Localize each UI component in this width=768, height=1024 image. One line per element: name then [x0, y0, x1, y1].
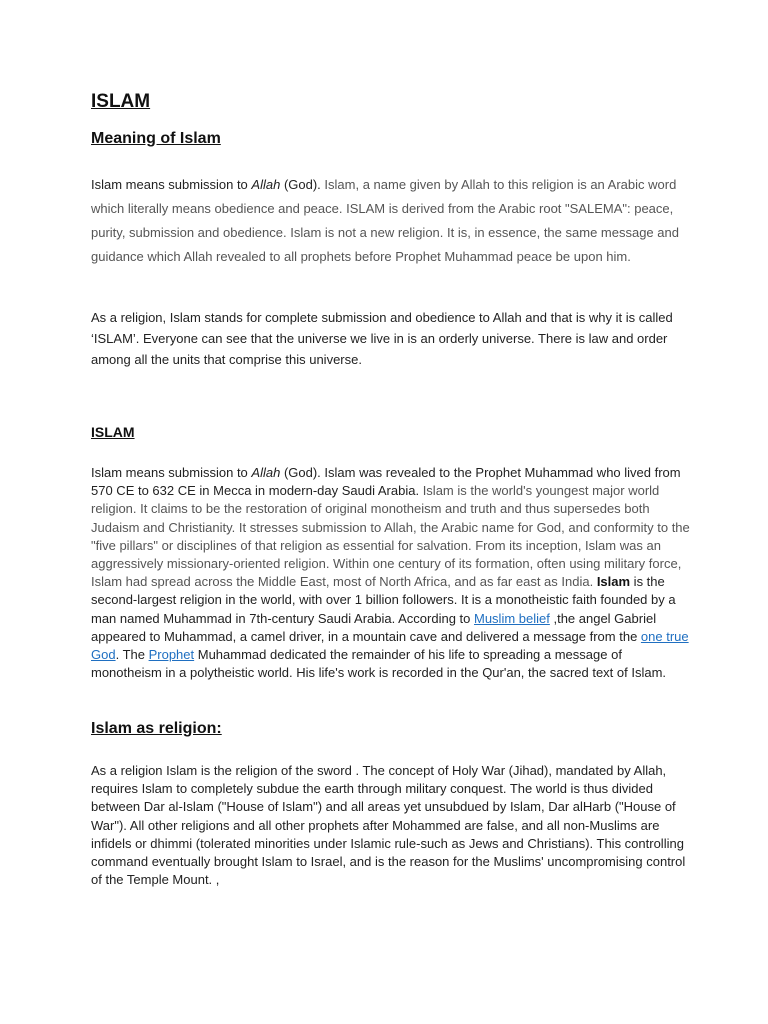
paragraph-meaning-2: As a religion, Islam stands for complete submission and obedience to Allah and that is why it is called ‘ISLAM’. Everyone can see that the universe we live in is an orderly universe. There is law and order among all the units that comprise this universe.: [91, 310, 673, 367]
islam-bold-word: Islam: [596, 574, 631, 590]
one-true-god-link[interactable]: one true God: [91, 628, 689, 663]
islam-gabriel-text: ,the angel Gabriel appeared to Muhammad, a camel driver, in a mountain cave and delivered a message from the: [91, 610, 657, 644]
heading-islam-as-religion: Islam as religion:: [91, 720, 222, 737]
paragraph-islam: [91, 464, 691, 682]
heading-meaning-of-islam: Meaning of Islam: [91, 130, 221, 147]
paragraph-meaning-1: [91, 173, 691, 269]
islam-ending-text: Muhammad dedicated the remainder of his life to spreading a message of monotheism in a polytheistic world. His life's work is recorded in the Qur'an, the sacred text of Islam.: [91, 647, 667, 681]
islam-the-text: . The: [115, 647, 149, 663]
muslim-belief-link[interactable]: Muslim belief: [474, 610, 550, 626]
islam-second-largest-text: is the second-largest religion in the world, with over 1 billion followers. It is a monotheistic faith founded by a man named Muhammad in 7th-century Saudi Arabia. According to: [91, 574, 676, 626]
paragraph-religion: As a religion Islam is the religion of the sword . The concept of Holy War (Jihad), mandated by Allah, requires Islam to completely subdue the earth through military conquest. The world is thus divided between Dar al-Islam ("House of Islam") and all areas yet unsubdued by Islam, Dar alHarb ("House of War"). All other religions and all other prophets after Mohammed are false, and all non-Muslims are infidels or dhimmi (tolerated minorities under Islamic rule-such as Jews and Christians). This controlling command eventually brought Islam to Israel, and is the reason for the Muslims' uncompromising control of the Temple Mount. ,: [91, 763, 686, 888]
islam-lead-text: Islam means submission to: [91, 465, 252, 480]
prophet-link[interactable]: Prophet: [148, 647, 195, 663]
allah-italic-2: Allah: [251, 465, 281, 480]
islam-revealed-text: (God). Islam was revealed to the Prophet Muhammad who lived from 570 CE to 632 CE in Mecca in modern-day Saudi Arabia.: [91, 465, 681, 499]
meaning-god-text: (God).: [280, 177, 325, 192]
islam-gray-text: Islam is the world's youngest major world religion. It claims to be the restoration of original monotheism and truth and thus supersedes both Judaism and Christianity. It stresses submission to Allah, the Arabic name for God, and conformity to the "five pillars" or disciplines of that religion as essential for salvation. From its inception, Islam was an aggressively missionary-oriented religion. Within one century of its formation, often using military force, Islam had spread across the Middle East, most of North Africa, and as far east as India.: [91, 483, 690, 590]
meaning-rest-text: Islam, a name given by Allah to this religion is an Arabic word which literally means obedience and peace. ISLAM is derived from the Arabic root "SALEMA": peace, purity, submission and obedience. Islam is not a new religion. It is, in essence, the same message and guidance which Allah revealed to all prophets before Prophet Muhammad peace be upon him.: [91, 177, 679, 264]
heading-islam: ISLAM: [91, 424, 135, 440]
allah-italic: Allah: [251, 177, 281, 192]
meaning-lead-text: Islam means submission to: [91, 177, 252, 192]
document-title: ISLAM: [91, 91, 151, 112]
